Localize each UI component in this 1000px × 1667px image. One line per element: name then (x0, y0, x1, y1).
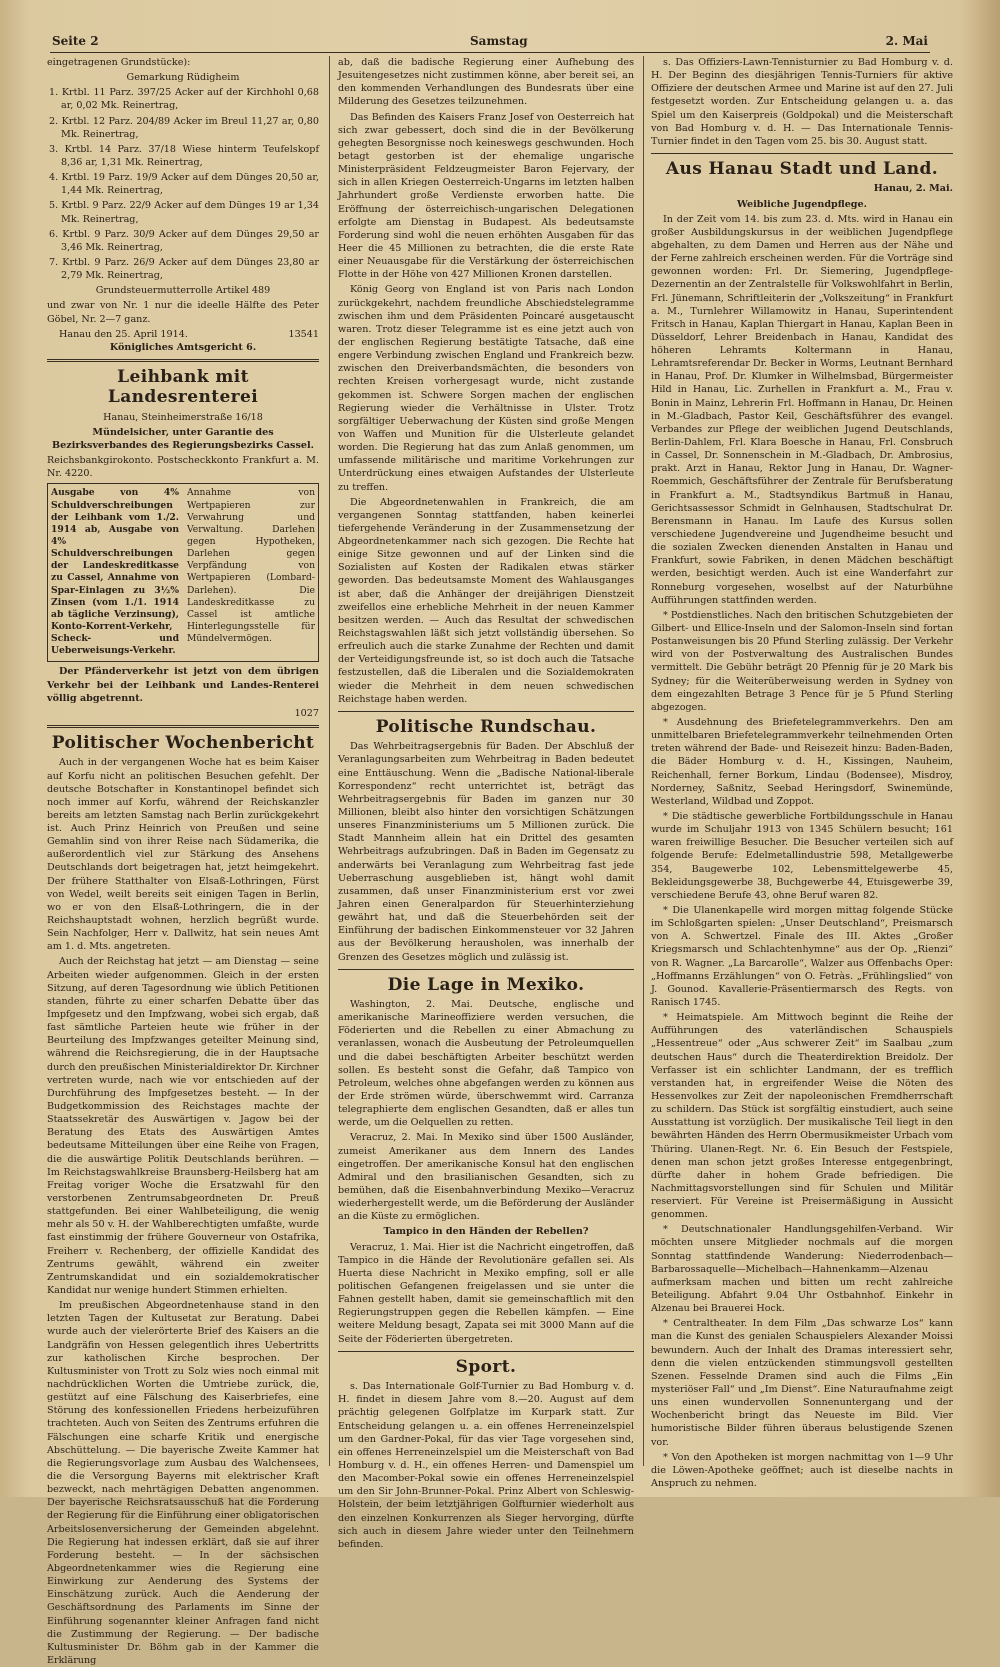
list-item: 2. Krtbl. 12 Parz. 204/89 Acker im Breul 11,27 ar, 0,80 Mk. Reinertrag, (49, 115, 319, 140)
article-paragraph: * Deutschnationaler Handlungsgehilfen-Verband. Wir möchten unsere Mitglieder nochmals auf die morgen Sonntag stattfindende Wanderung: Niederrodenbach—Barbarossaquelle—Michelbach—Hahnenkamm—Alzenau aufmerksam machen und bitten um recht zahlreiche Beteiligung. Abfahrt 9.04 Uhr Ostbahnhof. Einkehr in Alzenau bei Brauerei Hock. (651, 1224, 953, 1315)
column-1 (47, 56, 319, 1666)
bank-services (47, 483, 319, 662)
article-paragraph: Auch der Reichstag hat jetzt — am Dienstag — seine Arbeiten wieder aufgenommen. Gleich in der ersten Sitzung, auf deren Tagesordnung wie üblich Petitionen standen, führte zu einer scharfen Debatte über das Impfgesetz und den Impfzwang, wobei sich ergab, daß fast sämtliche Parteien heute wie früher in der Beurteilung des Impfzwanges geteilter Meinung sind, während die Reichsregierung, die in der Hauptsache durch den preußischen Ministerialdirektor Dr. Kirchner vertreten wurde, nach wie vor entschieden auf der Durchführung des Impfgesetzes besteht. — In der Budgetkommission des Reichstages machte der Staatssekretär des Auswärtigen v. Jagow bei der Beratung des Etats des Auswärtigen Amtes bedeutsame Mitteilungen über eine Reihe von Fragen, die die auswärtige Politik Deutschlands berühren. — Im Reichstagswahlkreise Braunsberg-Heilsberg hat am Freitag voriger Woche die Ersatzwahl für den verstorbenen Zentrumsabgeordneten Dr. Preuß stattgefunden. Bei einer Wahlbeteiligung, die wenig mehr als 50 v. H. der Wahlberechtigten umfaßte, wurde fast einstimmig der frühere Gouverneur von Ostafrika, Freiherr v. Rechenberg, der offizielle Kandidat des Zentrums gewählt, während ein zweiter Zentrumskandidat und ein sozialdemokratischer Kandidat nur wenige hundert Stimmen erhielten. (47, 956, 319, 1296)
weekday: Samstag (470, 34, 528, 48)
article-paragraph: Veracruz, 1. Mai. Hier ist die Nachricht eingetroffen, daß Tampico in die Hände der Revolutionäre gefallen sei. Als Huerta diese Nachricht in Mexiko empfing, soll er alle politischen Gefangenen freigelassen und sie unter die Fahnen gestellt haben, damit sie gemeinschaftlich mit den Regierungstruppen gegen die Rebellen kämpfen. — Eine weitere Meldung besagt, Zapata sei mit 3000 Mann auf die Seite der Föderierten übergetreten. (338, 1241, 634, 1345)
bank-services-right: Annahme von Wertpapieren zur Verwahrung und Verwaltung. Darlehen gegen Hypotheken, Darlehen gegen Verpfändung von Wertpapieren (Lombard-Darlehen). Die Landeskreditkasse zu Cassel ist amtliche Hinterlegungsstelle für Mündelvermögen. (187, 487, 315, 645)
article-paragraph: s. Das Offiziers-Lawn-Tennisturnier zu Bad Homburg v. d. H. Der Beginn des diesjährigen Tennis-Turniers für aktive Offiziere der deutschen Armee und Marine ist auf den 27. Juli festgesetzt worden. Zur Entscheidung gelangen u. a. das Spiel um den Kaiserpreis (Goldpokal) und die Meisterschaft von Bad Homburg v. d. H. — Das Internationale Tennis-Turnier findet in den Tagen vom 25. bis 30. August statt. (651, 57, 953, 147)
article-paragraph: Das Befinden des Kaisers Franz Josef von Oesterreich hat sich zwar gebessert, doch sind die in der Bevölkerung gehegten Besorgnisse noch keineswegs geschwunden. Hoch betagt gestorben ist der ehemalige ungarische Ministerpräsident Feldzeugmeister Baron Fejervary, der sich in allen Kriegen Oesterreich-Ungarns im letzten halben Jahrhundert große Verdienste erworben hatte. Die Eröffnung der österreichisch-ungarischen Delegationen erfolgte am Dienstag in Budapest. Als bedeutsamste Forderung sind wohl die neuen erhöhten Ausgaben für das Heer die 45 Millionen zu betrachten, die die erste Rate einer Neuausgabe für die Verstärkung der österreichischen Flotte in der Höhe von 427 Millionen Kronen darstellen. (338, 111, 634, 281)
article-paragraph: Die Abgeordnetenwahlen in Frankreich, die am vergangenen Sonntag stattfanden, haben keinerlei tiefergehende Veränderung in der Zusammensetzung der Abgeordnetenkammer nach sich gezogen. Die Rechte hat einige Sitze gewonnen und auf der Linken sind die Sozialisten auf Kosten der Radikalen etwas stärker geworden. Das bedeutsamste Moment des Wahlausganges ist aber, daß die Anhänger der dreijährigen Dienstzeit zweifellos eine erhebliche Mehrheit in der neuen Kammer besitzen werden. — Auch das Resultat der schwedischen Reichstagswahlen läßt sich jetzt vollständig übersehen. So erfreulich auch die starke Zunahme der Rechten und damit der Verteidigungsfreunde ist, so ist doch auch die Tatsache festzustellen, daß die Liberalen und die Sozialdemokraten wieder die Mehrheit in dem neuen schwedischen Reichstage haben werden. (338, 496, 634, 705)
article-paragraph: * Die städtische gewerbliche Fortbildungsschule in Hanau wurde im Schuljahr 1913 von 1345 Schülern besucht; 161 waren freiwillige Besucher. Die Besucher verteilen sich auf folgende Berufe: Edelmetallindustrie 598, Metallgewerbe 354, Baugewerbe 102, Lebensmittelgewerbe 45, Bekleidungsgewerbe 38, Buchgewerbe 44, Etuisgewerbe 39, verschiedene Berufe 43, ohne Beruf waren 82. (651, 810, 953, 901)
hanau-subheading: Weibliche Jugendpflege. (737, 198, 867, 210)
column-rule (329, 56, 330, 1466)
bank-subtitle: Mündelsicher, unter Garantie des Bezirksverbandes des Regierungsbezirks Cassel. (52, 426, 314, 452)
page-number: Seite 2 (52, 34, 99, 48)
page-header (50, 34, 930, 53)
article-paragraph: * Von den Apotheken ist morgen nachmittag von 1—9 Uhr die Löwen-Apotheke geöffnet; auch ist dieselbe nachts in Anspruch zu nehmen. (651, 1451, 953, 1490)
court-name: Königliches Amtsgericht 6. (109, 341, 257, 353)
list-item: 5. Krtbl. 9 Parz. 22/9 Acker auf dem Dünges 19 ar 1,34 Mk. Reinertrag, (49, 200, 319, 225)
column-3 (651, 56, 954, 1490)
rundschau-title: Politische Rundschau. (375, 716, 597, 737)
article-paragraph: s. Das Internationale Golf-Turnier zu Bad Homburg v. d. H. findet in diesem Jahre vom 8.—20. August auf dem prächtig gelegenen Golfplatze im Kurpark statt. Zur Entscheidung gelangen u. a. ein offenes Herreneinzelspiel um den Gardner-Pokal, für das vier Tage vorgesehen sind, ein offenes Herreneinzelspiel um die Meisterschaft von Bad Homburg v. d. H., ein offenes Herren- und Damenspiel um den Macomber-Pokal sowie ein offenes Herreneinzelspiel um den Sir John-Brunner-Pokal. Prinz Albert von Schleswig-Holstein, der beim letztjährigen Golfturnier wiederholt aus den einzelnen Konkurrenzen als Sieger hervorging, dürfte sich auch in diesem Jahre wieder unter den Teilnehmern befinden. (338, 1381, 634, 1550)
article-paragraph: * Centraltheater. In dem Film „Das schwarze Los“ kann man die Kunst des genialen Schauspielers Alexander Moissi bewundern. Auch der Inhalt des Dramas interessiert sehr, denn die vielen entzückenden stimmungsvoll gestellten Szenen. Fesselnde Dramen sind auch die Films „Ein mysteriöser Fall“ und „Im Dienst“. Eine Naturaufnahme zeigt uns einen wundervollen Sonnenuntergang und der Wochenbericht bringt das Neueste im Bild. Vier humoristische Bilder führen überaus belustigende Szenen vor. (651, 1318, 953, 1448)
article-paragraph: Im preußischen Abgeordnetenhause stand in den letzten Tagen der Kultusetat zur Beratung. Dabei wurde auch der vielerörterte Brief des Kaisers an die Landgräfin von Hessen gelegentlich ihres Uebertritts zur katholischen Kirche besprochen. Der Kultusminister von Trott zu Solz wies noch einmal mit nachdrücklichen Worten die Umtriebe zurück, die, gestützt auf eine Fälschung des Kaiserbriefes, eine Störung des konfessionellen Friedens herbeizuführen trachteten. Auch von Seiten des Zentrums erfuhren die Fälschungen eine scharfe Kritik und energische Abschüttelung. — Die bayerische Zweite Kammer hat die Regierungsvorlage zum Ausbau des Walchensees, die die Versorgung Bayerns mit elektrischer Kraft bezweckt, nach mehrtägigen Debatten angenommen. Der bayerische Reichsratsausschuß hat die Forderung der Regierung für die Einführung einer obligatorischen Arbeitslosenversicherung der Gemeinden abgelehnt. Die Regierung hat indessen erklärt, daß sie auf ihrer Forderung besteht. — In der sächsischen Abgeordnetenkammer wies die Regierung eine Einwirkung zur Aenderung des Systems der Einschätzung zurück. Auch die Aenderung der Geschäftsordnung des Parlaments im Sinne der Einführung sogenannter kleiner Anfragen fand nicht die Zustimmung der Regierung. — Der badische Kultusminister Dr. Böhm gab in der Kammer die Erklärung (47, 1300, 319, 1666)
list-item: 4. Krtbl. 19 Parz. 19/9 Acker auf dem Dünges 20,50 ar, 1,44 Mk. Reinertrag, (49, 172, 319, 197)
article-paragraph: König Georg von England ist von Paris nach London zurückgekehrt, nachdem freundliche Abschiedstelegramme zwischen ihm und dem Präsidenten Poincaré ausgetauscht waren. Trotz dieser Telegramme ist es eine jetzt auch von der englischen Regierung bestätigte Tatsache, daß eine engere Verbindung zwischen England und Frankreich bezw. zwischen den Dreiverbandsmächten, die besonders von rechten Kreisen vorhergesagt wurde, nicht zustande gekommen ist. Schwere Sorgen machen der englischen Regierung wieder die Verhältnisse in Ulster. Trotz sorgfältiger Ueberwachung der Küsten sind große Mengen von Waffen und Munition für die Ulsterleute gelandet worden. Die Regierung hat das zum Anlaß genommen, um umfassende militärische und maritime Vorkehrungen zur Unterdrückung eines etwaigen Aufstandes der Ulsterleute zu treffen. (338, 284, 634, 493)
article-paragraph: * Heimatspiele. Am Mittwoch beginnt die Reihe der Aufführungen des vaterländischen Schauspiels „Hessentreue“ oder „Aus schwerer Zeit“ im Saalbau „zum deutschen Haus“ durch die Theaterdirektion Breidolz. Der Verfasser ist ein schlichter Landmann, der es trefflich verstanden hat, in ergreifender Weise die Nöten des Hessenvolkes zur Zeit der napoleonischen Fremdherrschaft zu schildern. Das Stück ist sorgfältig einstudiert, auch seine Ausstattung ist vorzüglich. Der musikalische Teil liegt in den bewährten Händen des Herrn Obermusikmeister Urbach vom Thüring. Ulanen-Regt. Nr. 6. Ein Besuch der Festspiele, denen man schon jetzt großes Interesse entgegenbringt, dürfte daher in hohem Grade befriedigen. Die Nachmittagsvorstellungen sind für Schulen und Militär reserviert. Für Vereine ist Preisermäßigung in Aussicht genommen. (651, 1012, 953, 1221)
owner-text: und zwar von Nr. 1 nur die ideelle Hälfte des Peter Göbel, Nr. 2—7 ganz. (47, 300, 319, 325)
bank-address: Hanau, Steinheimerstraße 16/18 (103, 411, 263, 423)
column-rule (643, 56, 644, 1466)
grund-intro: eingetragenen Grundstücke): (47, 57, 191, 68)
sport-title: Sport. (455, 1356, 517, 1377)
wochenbericht-title: Politischer Wochenbericht (51, 732, 315, 753)
list-item: 6. Krtbl. 9 Parz. 30/9 Acker auf dem Dünges 29,50 ar 3,46 Mk. Reinertrag, (49, 228, 319, 253)
hanau-dateline: Hanau, 2. Mai. (873, 183, 953, 195)
mexiko-title: Die Lage in Mexiko. (387, 974, 585, 995)
article-paragraph: In der Zeit vom 14. bis zum 23. d. Mts. wird in Hanau ein großer Ausbildungskursus in der weiblichen Jugendpflege abgehalten, zu dem Damen und Herren aus der Nähe und der Ferne zahlreich erscheinen werden. Für die Vorträge sind gewonnen worden: Frl. Dr. Siemering, Jugendpflege-Dezernentin an der Zentralstelle für Volkswohlfahrt in Berlin, Frl. Jünemann, Schriftleiterin der „Volkszeitung“ in Frankfurt a. M., Turnlehrer Willamowitz in Hanau, Superintendent Fritsch in Hanau, Kaplan Thiergart in Hanau, Kaplan Been in Düsseldorf, Lehrer Breidenbach in Hanau, Kandidat des höheren Lehramts Koltermann in Hanau, Lehramtsreferendar Dr. Becker in Worms, Leutnant Bernhard in Hanau, Prof. Dr. Klumker in Wilhelmsbad, Bürgermeister Hild in Hanau, Lic. Zurhellen in Frankfurt a. M., Frau v. Bonin in Mainz, Lehrerin Frl. Hoffmann in Hanau, Dr. Heinen in M.-Gladbach, Pastor Keil, Geschäftsführer des evangel. Verbandes zur Pflege der weiblichen Jugend Deutschlands, Berlin-Dahlem, Frl. Klara Boesche in Hanau, Frl. Consbruch in Cassel, Dr. Sonnenschein in M.-Gladbach, Dr. Ambrosius, prakt. Arzt in Hanau, Rektor Jung in Hanau, Dr. Wagner-Roemmich, Geschäftsführer der Zentrale für Berufsberatung in Frankfurt a. M., Stadtsyndikus Bartmuß in Hanau, Gerichtsassessor Schmidt in Gelnhausen, Stadtschulrat Dr. Berensmann in Hanau. Im Laufe des Kursus sollen verschiedene Jugendvereine und Jugendheime besucht und die sozialen Zwecken dienenden Anstalten in Hanau und Frankfurt, sowie Fabriken, in denen Mädchen beschäftigt werden, besichtigt werden. Auch ist eine Wanderfahrt zur Ronneburg vorgesehen, woselbst auf der Naturbühne Aufführungen stattfinden werden. (651, 213, 954, 606)
bank-konto: Reichsbankgirokonto. Postscheckkonto Frankfurt a. M. Nr. 4220. (47, 455, 319, 480)
article-paragraph: Auch in der vergangenen Woche hat es beim Kaiser auf Korfu nicht an politischen Besuchen gefehlt. Der deutsche Botschafter in Konstantinopel befindet sich noch immer auf Korfu, während der Reichskanzler bereits am letzten Samstag nach Berlin zurückgekehrt ist. Auch Prinz Heinrich von Preußen und seine Gemahlin sind von ihrer Reise nach Südamerika, die außerordentlich viel zur Stärkung des Ansehens Deutschlands dort beigetragen hat, jetzt heimgekehrt. Der frühere Statthalter von Elsaß-Lothringen, Fürst von Wedel, weilt bereits seit einigen Tagen in Berlin, wo er von den Elsaß-Lothringern, die in der Reichshauptstadt wohnen, herzlich begrüßt wurde. Sein Nachfolger, Herr v. Dallwitz, hat sein neues Amt am 1. d. Mts. angetreten. (47, 757, 319, 953)
ad-number: 1027 (294, 707, 319, 719)
list-item: 7. Krtbl. 9 Parz. 26/9 Acker auf dem Dünges 23,80 ar 2,79 Mk. Reinertrag, (49, 256, 319, 282)
bank-services-left: Ausgabe von 4% Schuldverschreibungen der Leihbank vom 1./2. 1914 ab, Ausgabe von 4% Schuldverschreibungen der Landeskreditkasse zu Cassel, Annahme von Spar-Einlagen zu 3½% Zinsen (vom 1./1. 1914 ab tägliche Verzinsung), Konto-Korrent-Verkehr, Scheck- und Ueberweisungs-Verkehr. (51, 487, 179, 657)
article-paragraph: * Die Ulanenkapelle wird morgen mittag folgende Stücke im Schloßgarten spielen: „Unser Deutschland“, Preismarsch von A. Schwertzel. Finale des III. Aktes „Großer Kriegsmarsch und Schlachtenhymne“ aus der Op. „Rienzi“ von R. Wagner. „La Barcarolle“, Walzer aus Offenbachs Oper: „Hoffmanns Erzählungen“ von O. Fetràs. „Frühlingslied“ von J. Gounod. Kavallerie-Präsentiermarsch des Regts. von Ranisch 1745. (651, 904, 953, 1008)
ad-number: 13541 (288, 328, 319, 340)
article-paragraph: Veracruz, 2. Mai. In Mexiko sind über 1500 Ausländer, zumeist Amerikaner aus dem Innern des Landes eingetroffen. Der amerikanische Konsul hat den englischen Admiral und den brasilianischen Gesandten, sich zu bemühen, daß die Eisenbahnverbindung Mexiko—Veracruz wiederhergestellt werde, um die Beförderung der Ausländer an die Küste zu ermöglichen. (338, 1132, 634, 1223)
article-paragraph: * Postdienstliches. Nach den britischen Schutzgebieten der Gilbert- und Ellice-Inseln und der Salomon-Inseln sind fortan Postanweisungen bis 20 Pfund Sterling zulässig. Der Verkehr wird von der Postverwaltung des Australischen Bundes vermittelt. Die Gebühr beträgt 20 Pfennig für je 20 Mark bis Sydney; für die Weiterüberweisung werden in Sydney von dem eingezahlten Betrage 3 Pence für je 5 Pfund Sterling abgezogen. (651, 609, 953, 713)
bank-title: Leihbank mit Landesrenterei (107, 366, 259, 408)
article-paragraph: * Ausdehnung des Briefetelegrammverkehrs. Den am unmittelbaren Briefetelegrammverkehr teilnehmenden Orten treten während der Bade- und Reisezeit hinzu: Baden-Baden, die Bäder Homburg v. d. H., Kissingen, Nauheim, Reichenhall, ferner Borkum, Lindau (Bodensee), Misdroy, Norderney, Saßnitz, Seebad Heringsdorf, Swinemünde, Westerland, Wildbad und Zoppot. (651, 717, 953, 807)
list-item: 3. Krtbl. 14 Parz. 37/18 Wiese hinterm Teufelskopf 8,36 ar, 1,31 Mk. Reinertrag, (49, 143, 319, 168)
gemarkung: Gemarkung Rüdigheim (126, 72, 240, 84)
list-item: 1. Krtbl. 11 Parz. 397/25 Acker auf der Kirchhohl 0,68 ar, 0,02 Mk. Reinertrag, (49, 87, 319, 112)
column-2 (338, 56, 634, 1550)
mexiko-subheading: Tampico in den Händen der Rebellen? (383, 1226, 589, 1238)
article-paragraph: Das Wehrbeitragsergebnis für Baden. Der Abschluß der Veranlagungsarbeiten zum Wehrbeitrag in Baden bedeutet eine Enttäuschung. Wenn die „Badische National-liberale Korrespondenz“ recht unterrichtet ist, beträgt das Wehrbeitragsergebnis für Baden im ganzen nur 30 Millionen, bleibt also hinter den vorsichtigen Schätzungen unseres Finanzministeriums um 5 Millionen zurück. Die Stadt Mannheim allein hat ein Drittel des gesamten Wehrbeitrags aufzubringen. Daß in Baden im Gegensatz zu anderwärts bei Veranlagung zum Wehrbeitrag fast jede Ueberraschung ausgeblieben ist, hängt wohl damit zusammen, daß unser Finanzministerium erst vor zwei Jahren einen Generalpardon für Steuerhinterziehung gewährt hat, und daß die Steuerbehörden seit der Einführung der badischen Einkommensteuer vor 32 Jahren aus der Bevölkerung herausholen, was innerhalb der Grenzen des Gesetzes möglich und zulässig ist. (338, 741, 634, 963)
article-paragraph: Washington, 2. Mai. Deutsche, englische und amerikanische Marineoffiziere werden versuchen, die Föderierten und die Rebellen zu einer Abmachung zu veranlassen, wonach die Ausbeutung der Petroleumquellen und die dabei beschäftigten Arbeiter beschützt werden sollen. Es besteht sonst die Gefahr, daß Tampico von Petroleum, welches ohne abgefangen werden zu können aus der Erde strömen würde, überschwemmt wird. Carranza telegraphierte dem englischen Gesandten, daß er alles tun werde, um die Oelquellen zu retten. (338, 999, 634, 1129)
bank-footer: Der Pfänderverkehr ist jetzt von dem übrigen Verkehr bei der Leihbank und Landes-Renterei völlig abgetrennt. (47, 666, 319, 704)
hanau-title: Aus Hanau Stadt und Land. (665, 158, 939, 179)
article-paragraph: ab, daß die badische Regierung einer Aufhebung des Jesuitengesetzes nicht zustimmen könne, aber bereit sei, an den kommenden Verhandlungen des Bundesrats über eine Milderung des Gesetzes teilzunehmen. (338, 57, 634, 108)
notice-date: Hanau den 25. April 1914. (59, 328, 188, 340)
date: 2. Mai (885, 34, 928, 48)
grundsteuer: Grundsteuermutterrolle Artikel 489 (95, 285, 271, 297)
